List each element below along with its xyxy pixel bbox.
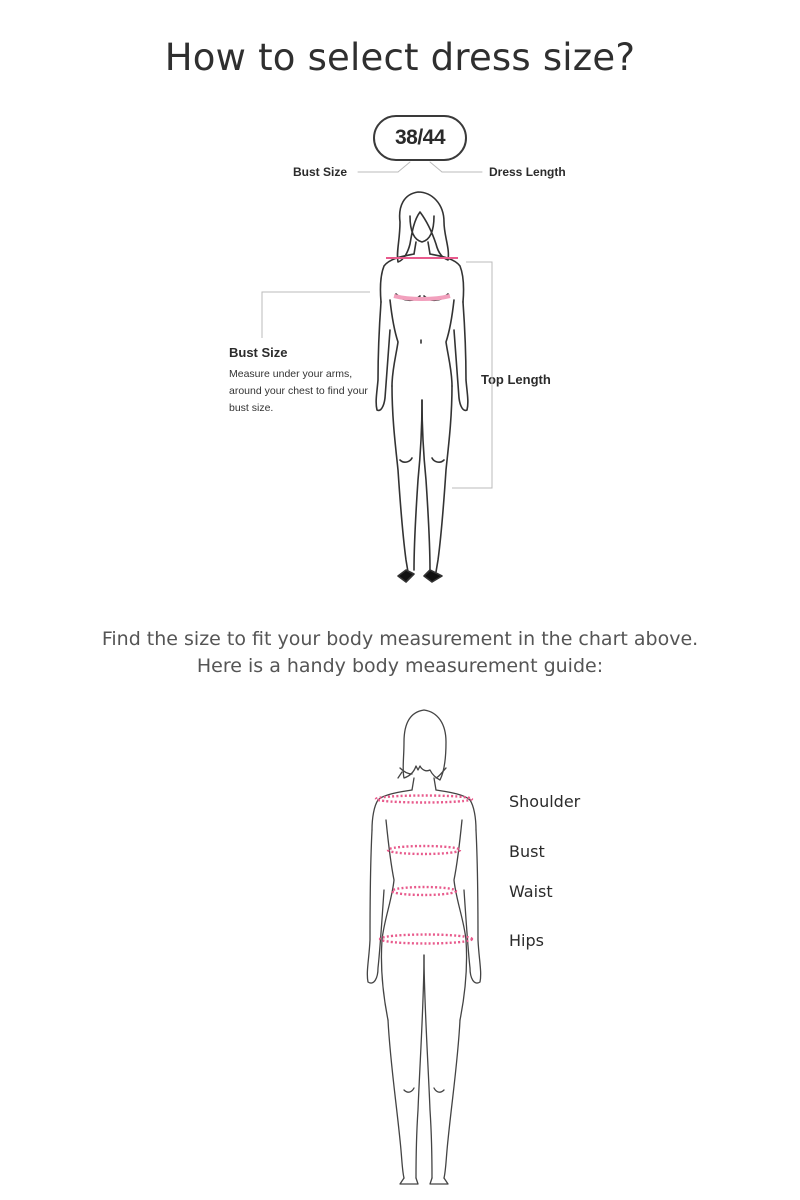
guide-line-2: Here is a handy body measurement guide: <box>196 655 604 677</box>
guide-line-1: Find the size to fit your body measurement in the chart above. <box>101 628 699 650</box>
top-length-label: Top Length <box>481 372 551 387</box>
waist-label: Waist <box>509 882 553 901</box>
bust-label: Bust <box>509 842 545 861</box>
front-figure-measure-lines <box>386 258 458 299</box>
size-badge: 38/44 <box>373 115 467 161</box>
page-title: How to select dress size? <box>164 36 636 79</box>
shoulder-label: Shoulder <box>509 792 581 811</box>
measurement-guide-text <box>0 626 800 680</box>
bust-size-description: Measure under your arms, around your chest to find your bust size. <box>229 368 368 414</box>
dress-length-caption: Dress Length <box>489 165 566 179</box>
bust-size-heading: Bust Size <box>229 345 288 360</box>
hips-label: Hips <box>509 931 544 950</box>
bust-size-caption: Bust Size <box>293 165 348 179</box>
guide-figure-measure-bands <box>376 796 472 944</box>
front-figure-illustration <box>358 162 482 582</box>
guide-figure-illustration <box>367 710 480 1184</box>
